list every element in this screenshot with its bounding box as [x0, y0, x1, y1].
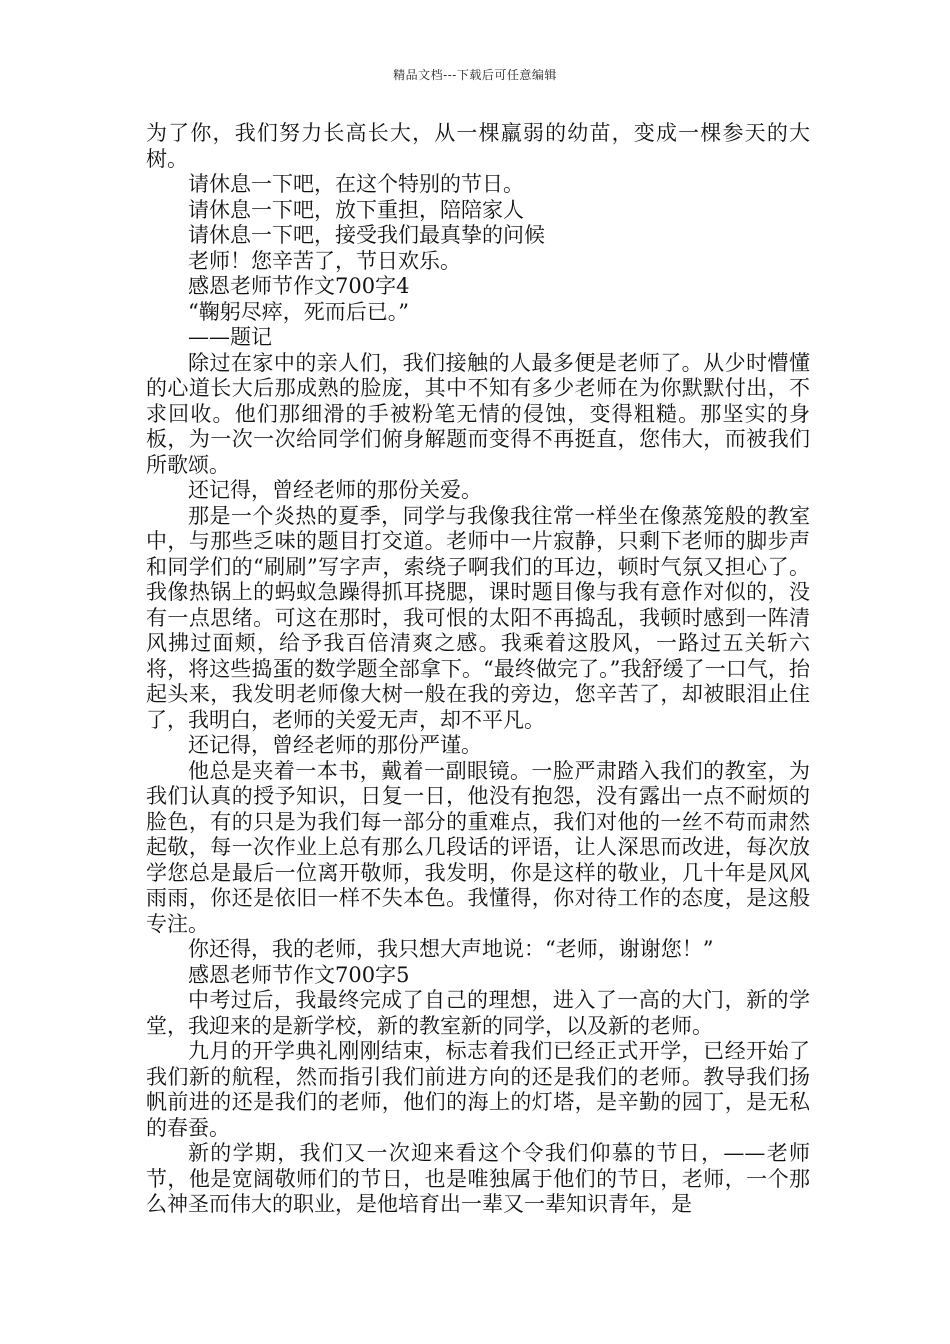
- paragraph: 老师！您辛苦了，节日欢乐。: [188, 248, 461, 273]
- paragraph: 请休息一下吧，在这个特别的节日。: [188, 172, 524, 196]
- epigraph-attribution: ——题记: [188, 325, 272, 349]
- section-heading: 感恩老师节作文700字4: [188, 274, 410, 298]
- paragraph: 请休息一下吧，接受我们最真挚的问候: [188, 223, 545, 247]
- document-body: [146, 121, 810, 1218]
- page-header: 精品文档---下载后可任意编辑: [393, 68, 557, 82]
- paragraph: 你还得，我的老师，我只想大声地说：“老师，谢谢您！”: [188, 937, 714, 961]
- paragraph: 九月的开学典礼刚刚结束，标志着我们已经正式开学，已经开始了我们新的航程，然而指引我们前进方向的还是我们的老师。教导我们扬帆前进的还是我们的老师，他们的海上的灯塔，是辛勤的园丁，是无私的春蚕。: [146, 1039, 810, 1140]
- paragraph: 新的学期，我们又一次迎来看这个令我们仰慕的节日，——老师节，他是宽阔敬师们的节日，也是唯独属于他们的节日，老师，一个那么神圣而伟大的职业，是他培育出一辈又一辈知识青年，是: [146, 1141, 810, 1216]
- paragraph: 那是一个炎热的夏季，同学与我像我往常一样坐在像蒸笼般的教室中，与那些乏味的题目打交道。老师中一片寂静，只剩下老师的脚步声和同学们的“刷刷”写字声，索绕子啊我们的耳边，顿时气氛又担心了。我像热锅上的蚂蚁急躁得抓耳挠腮，课时题目像与我有意作对似的，没有一点思绪。可这在那时，我可恨的太阳不再捣乱，我顿时感到一阵清风拂过面颊，给予我百倍清爽之感。我乘着这股风，一路过五关斩六将，将这些捣蛋的数学题全部拿下。“最终做完了。”我舒缓了一口气，抬起头来，我发明老师像大树一般在我的旁边，您辛苦了，却被眼泪止住了，我明白，老师的关爱无声，却不平凡。: [146, 503, 810, 732]
- paragraph: 请休息一下吧，放下重担，陪陪家人: [188, 197, 524, 222]
- paragraph: 为了你，我们努力长高长大，从一棵羸弱的幼苗，变成一棵参天的大树。: [146, 121, 810, 171]
- paragraph: 还记得，曾经老师的那份严谨。: [188, 733, 482, 757]
- epigraph-quote: “鞠躬尽瘁，死而后已。”: [188, 299, 409, 324]
- paragraph: 除过在家中的亲人们，我们接触的人最多便是老师了。从少时懵懂的心道长大后那成熟的脸庞，其中不知有多少老师在为你默默付出，不求回收。他们那细滑的手被粉笔无情的侵蚀，变得粗糙。那坚实的身板，为一次一次给同学们俯身解题而变得不再挺直，您伟大，而被我们所歌颂。: [146, 350, 810, 477]
- paragraph: 他总是夹着一本书，戴着一副眼镜。一脸严肃踏入我们的教室，为我们认真的授予知识，日复一日，他没有抱怨，没有露出一点不耐烦的脸色，有的只是为我们每一部分的重难点，我们对他的一丝不苟而肃然起敬，每一次作业上总有那么几段话的评语，让人深思而改进，每次放学您总是最后一位离开敬师，我发明，你是这样的敬业，几十年是风风雨雨，你还是依旧一样不失本色。我懂得，你对待工作的态度，是这般专注。: [146, 758, 810, 936]
- section-heading: 感恩老师节作文700字5: [188, 962, 410, 987]
- paragraph: 中考过后，我最终完成了自己的理想，进入了一高的大门，新的学堂，我迎来的是新学校，新的教室新的同学，以及新的老师。: [146, 988, 810, 1038]
- paragraph: 还记得，曾经老师的那份关爱。: [188, 478, 482, 502]
